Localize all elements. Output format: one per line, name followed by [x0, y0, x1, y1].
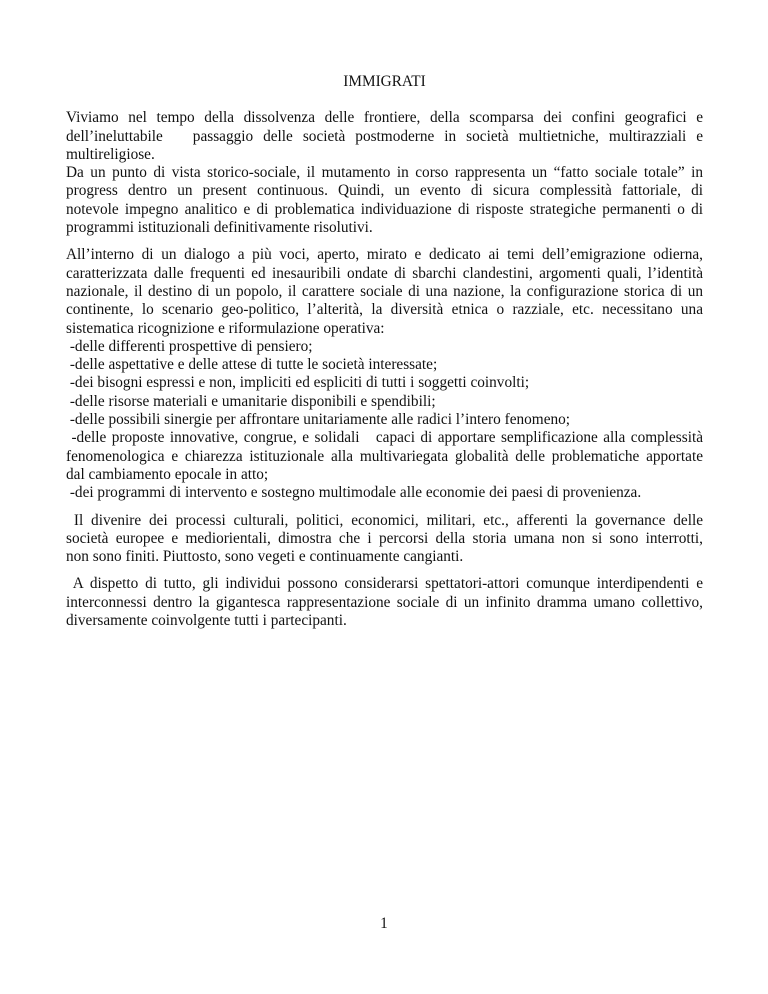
- list-item-6: [66, 429, 703, 484]
- text-line: -dei bisogni espressi e non, impliciti ed espliciti di tutti i soggetti coinvolti;: [66, 374, 530, 392]
- text-line: continente, lo scenario geo-politico, l’alterità, la diversità etnica o razziale, etc. necessitano una: [66, 301, 703, 319]
- text-line: nazionale, il destino di un popolo, il carattere sociale di una nazione, la configurazione storica di un: [66, 282, 703, 300]
- text-line: fenomenologica e chiarezza istituzionale alla multivariegata globalità delle problematiche apportate: [66, 447, 703, 465]
- text-line: -delle differenti prospettive di pensiero;: [66, 337, 313, 355]
- list-item-4: [66, 393, 703, 411]
- paragraph-3: [66, 512, 703, 567]
- text-line: progress dentro un present continuous. Quindi, un evento di sicura complessità fattoriale, di: [66, 182, 703, 200]
- list-item-5: [66, 411, 703, 429]
- text-line: All’interno di un dialogo a più voci, aperto, mirato e dedicato ai temi dell’emigrazione odierna,: [66, 246, 703, 264]
- document-body: [66, 109, 703, 630]
- text-line: programmi istituzionali definitivamente risolutivi.: [66, 219, 373, 237]
- text-line: Viviamo nel tempo della dissolvenza delle frontiere, della scomparsa dei confini geografici e: [66, 109, 703, 127]
- page-number: 1: [380, 915, 388, 932]
- text-line: -delle risorse materiali e umanitarie disponibili e spendibili;: [66, 392, 436, 410]
- text-line: -delle proposte innovative, congrue, e solidali capaci di apportare semplificazione alla complessità: [66, 429, 703, 447]
- text-line: caratterizzata dalle frequenti ed inesauribili ondate di sbarchi clandestini, argomenti quali, l’identità: [66, 264, 703, 282]
- text-line: interconnessi dentro la gigantesca rappresentazione sociale di un infinito dramma umano collettivo,: [66, 593, 703, 611]
- list-item-1: [66, 338, 703, 356]
- list-item-2: [66, 356, 703, 374]
- list-item-3: [66, 374, 703, 392]
- paragraph-2: [66, 246, 703, 337]
- text-line: -delle possibili sinergie per affrontare unitariamente alle radici l’intero fenomeno;: [66, 411, 571, 429]
- text-line: Il divenire dei processi culturali, politici, economici, militari, etc., afferenti la governance delle: [66, 511, 703, 529]
- text-line: multireligiose.: [66, 145, 155, 163]
- text-line: notevole impegno analitico e di problematica individuazione di risposte strategiche permanenti o di: [66, 200, 703, 218]
- text-line: non sono finiti. Piuttosto, sono vegeti e continuamente cangianti.: [66, 548, 464, 566]
- text-line: società europee e mediorientali, dimostra che i percorsi della storia umana non si sono interrotti,: [66, 529, 703, 547]
- text-line: diversamente coinvolgente tutti i partecipanti.: [66, 612, 347, 630]
- list-item-7: [66, 484, 703, 502]
- text-line: Da un punto di vista storico-sociale, il mutamento in corso rappresenta un “fatto sociale totale” in: [66, 164, 703, 182]
- paragraph-1a: [66, 109, 703, 164]
- paragraph-4: [66, 575, 703, 630]
- text-line: -dei programmi di intervento e sostegno multimodale alle economie dei paesi di provenienza.: [66, 484, 642, 502]
- text-line: dal cambiamento epocale in atto;: [66, 465, 269, 483]
- document-content: [66, 0, 703, 630]
- text-line: dell’ineluttabile passaggio delle società postmoderne in società multietniche, multirazziali e: [66, 127, 703, 145]
- text-line: A dispetto di tutto, gli individui possono considerarsi spettatori-attori comunque interdipendenti e: [66, 575, 703, 593]
- document-title: IMMIGRATI: [343, 73, 426, 90]
- text-line: -delle aspettative e delle attese di tutte le società interessate;: [66, 356, 438, 374]
- text-line: sistematica ricognizione e riformulazione operativa:: [66, 319, 385, 337]
- paragraph-1b: [66, 164, 703, 237]
